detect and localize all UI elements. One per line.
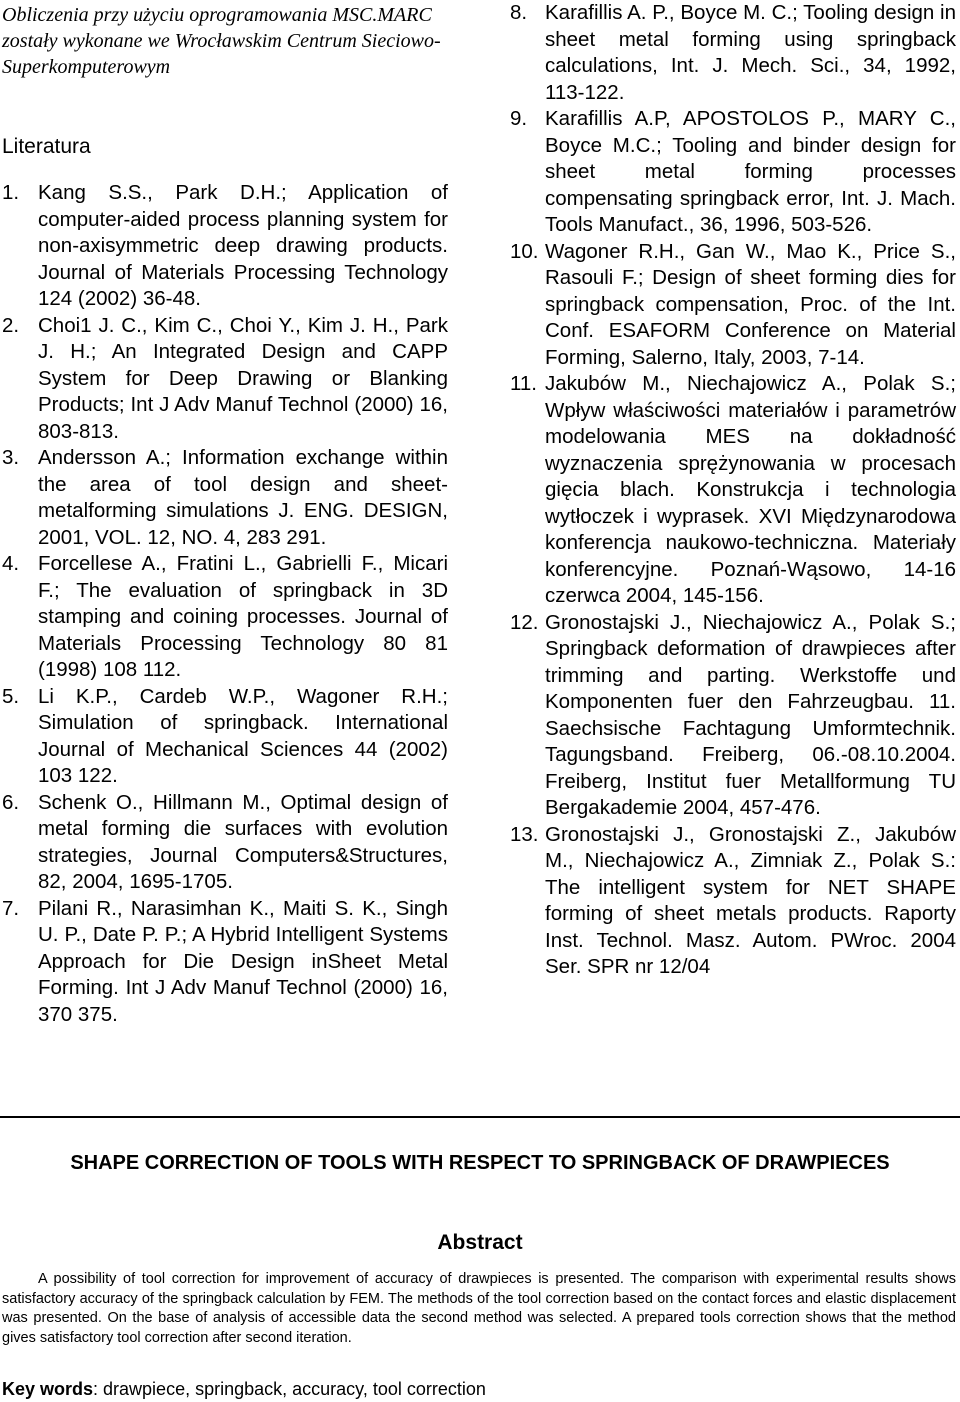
reference-text: Karafillis A. P., Boyce M. C.; Tooling design in sheet metal forming using springback calculations, Int. J. Mech. Sci., 34, 1992, 113-122. (545, 1, 956, 104)
reference-text: Schenk O., Hillmann M., Optimal design of metal forming die surfaces with evolution strategies, Journal Computers&Structures, 82, 2004, 1695-1705. (38, 790, 448, 893)
reference-item (2, 180, 448, 313)
keywords-label: Key words (2, 1379, 94, 1399)
reference-text: Jakubów M., Niechajowicz A., Polak S.; Wpływ właściwości materiałów i parametrów modelowania MES na dokładność wyznaczenia sprężynowania w procesach gięcia blach. Konstrukcja i technologia wytłoczek i wyprasek. XVI Międzynarodowa konferencja naukowo-techniczna. Materiały konferencyjne. Poznań-Wąsowo, 14-16 czerwca 2004, 145-156. (545, 372, 956, 607)
reference-text: Choi1 J. C., Kim C., Choi Y., Kim J. H., Park J. H.; An Integrated Design and CAPP System for Deep Drawing or Blanking Products; Int J Adv Manuf Technol (2000) 16, 803-813. (38, 313, 448, 443)
reference-number: 11. (510, 372, 537, 395)
reference-item (510, 106, 956, 239)
reference-number: 10. (510, 239, 539, 263)
reference-number: 6. (2, 790, 20, 814)
reference-list-right (510, 0, 956, 981)
reference-text: Karafillis A.P, APOSTOLOS P., MARY C., Boyce M.C.; Tooling and binder design for sheet metal forming processes compensating springback error, Int. J. Mach. Tools Manufact., 36, 1996, 503-526. (545, 107, 956, 236)
reference-text: Kang S.S., Park D.H.; Application of computer-aided process planning system for non-axisymmetric deep drawing products. Journal of Materials Processing Technology 124 (2002) 36-48. (38, 181, 448, 310)
right-column (510, 0, 956, 981)
reference-item (2, 896, 448, 1029)
abstract-heading: Abstract (437, 1231, 523, 1254)
reference-text: Forcellese A., Fratini L., Gabrielli F., Micari F.; The evaluation of springback in 3D stamping and coining processes. Journal of Materials Processing Technology 80 81 (1998) 108 112. (38, 552, 448, 681)
reference-number: 4. (2, 552, 20, 575)
reference-number: 12. (510, 610, 539, 634)
reference-number: 8. (510, 1, 528, 24)
section-divider (0, 1116, 960, 1118)
reference-list-left (2, 180, 448, 1028)
reference-text: Gronostajski J., Niechajowicz A., Polak S.; Springback deformation of drawpieces after trimming and parting. Werkstoffe und Komponenten fuer den Fahrzeugbau. 11. Saechsische Fachtagung Umformtechnik. Tagungsband. Freiberg, 06.-08.10.2004. Freiberg, Institut fuer Metallformung TU Bergakademie 2004, 457-476. (545, 610, 956, 819)
reference-text: Li K.P., Cardeb W.P., Wagoner R.H.; Simulation of springback. International Journal of Mechanical Sciences 44 (2002) 103 122. (38, 684, 448, 787)
keywords-line (2, 1378, 956, 1400)
reference-item (510, 239, 956, 372)
reference-item (2, 313, 448, 446)
reference-item (2, 551, 448, 684)
reference-item (510, 0, 956, 106)
reference-number: 5. (2, 684, 20, 708)
reference-number: 13. (510, 822, 539, 846)
reference-item (510, 822, 956, 981)
reference-number: 1. (2, 181, 20, 204)
reference-item (2, 790, 448, 896)
reference-text: Wagoner R.H., Gan W., Mao K., Price S., Rasouli F.; Design of sheet forming dies for springback compensation, Proc. of the Int. Conf. ESAFORM Conference on Material Forming, Salerno, Italy, 2003, 7-14. (545, 239, 956, 369)
reference-text: Pilani R., Narasimhan K., Maiti S. K., Singh U. P., Date P. P.; A Hybrid Intelligent Systems Approach for Die Design inSheet Metal Forming. Int J Adv Manuf Technol (2000) 16, 370 375. (38, 896, 448, 1026)
keywords-text: : drawpiece, springback, accuracy, tool correction (93, 1379, 486, 1399)
reference-number: 2. (2, 313, 20, 337)
reference-text: Gronostajski J., Gronostajski Z., Jakubów M., Niechajowicz A., Zimniak Z., Polak S.: The intelligent system for NET SHAPE forming of sheet metals products. Raporty Inst. Technol. Masz. Autom. PWroc. 2004 Ser. SPR nr 12/04 (545, 822, 956, 978)
reference-number: 7. (2, 896, 20, 920)
reference-number: 9. (510, 107, 528, 130)
reference-item (510, 610, 956, 822)
abstract-text: A possibility of tool correction for improvement of accuracy of drawpieces is presented. The comparison with experimental results shows satisfactory accuracy of the springback calculation by FEM. The methods of the tool correction based on the contact forces and elastic displacement was presented. On the base of analysis of accessible data the second method was selected. A prepared tools correction shows that the method gives satisfactory tool correction after second iteration. (2, 1271, 956, 1346)
acknowledgement: Obliczenia przy użyciu oprogramowania MSC.MARC zostały wykonane we Wrocławskim Centrum Sieciowo-Superkomputerowym (2, 4, 441, 78)
reference-item (510, 371, 956, 610)
reference-item (2, 445, 448, 551)
left-column (2, 0, 448, 1028)
reference-item (2, 684, 448, 790)
reference-number: 3. (2, 446, 20, 469)
literature-heading: Literatura (2, 135, 91, 158)
reference-text: Andersson A.; Information exchange within the area of tool design and sheet-metalforming simulations J. ENG. DESIGN, 2001, VOL. 12, NO. 4, 283 291. (38, 446, 448, 549)
paper-title: SHAPE CORRECTION OF TOOLS WITH RESPECT TO SPRINGBACK OF DRAWPIECES (70, 1152, 890, 1174)
